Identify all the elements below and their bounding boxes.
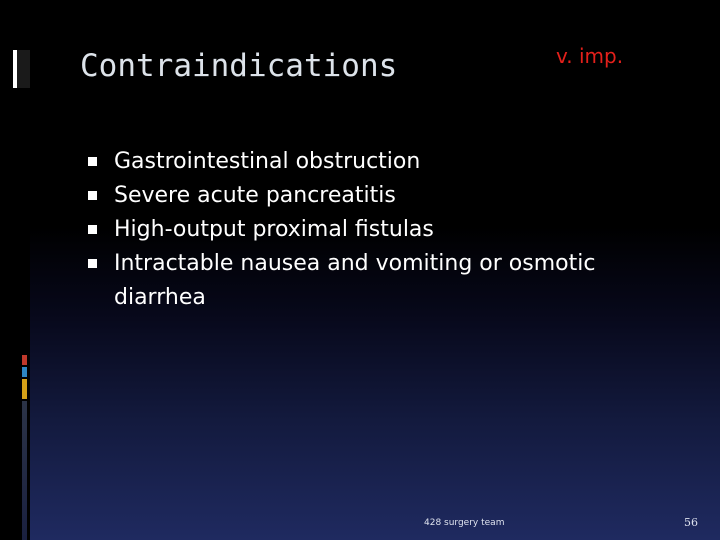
bullet-item xyxy=(88,179,688,213)
square-bullet-icon xyxy=(88,259,97,268)
bullet-item xyxy=(88,213,688,247)
footer-text: 428 surgery team xyxy=(424,518,505,528)
bullet-text: Intractable nausea and vomiting or osmotic diarrhea xyxy=(114,251,596,310)
square-bullet-icon xyxy=(88,157,97,166)
bullet-list xyxy=(88,145,688,315)
accent-stripe-grey xyxy=(22,401,27,540)
accent-stripe-blue xyxy=(22,367,27,377)
bullet-item xyxy=(88,247,688,315)
left-decoration-strip xyxy=(0,0,30,540)
importance-note: v. imp. xyxy=(556,44,624,68)
slide-title: Contraindications xyxy=(80,48,398,84)
bullet-text: Gastrointestinal obstruction xyxy=(114,149,421,174)
page-number: 56 xyxy=(684,516,698,529)
bullet-item xyxy=(88,145,688,179)
square-bullet-icon xyxy=(88,225,97,234)
accent-stripe-red xyxy=(22,355,27,365)
bullet-text: High-output proximal fistulas xyxy=(114,217,434,242)
square-bullet-icon xyxy=(88,191,97,200)
bullet-text: Severe acute pancreatitis xyxy=(114,183,396,208)
accent-stripe-gold xyxy=(22,379,27,399)
